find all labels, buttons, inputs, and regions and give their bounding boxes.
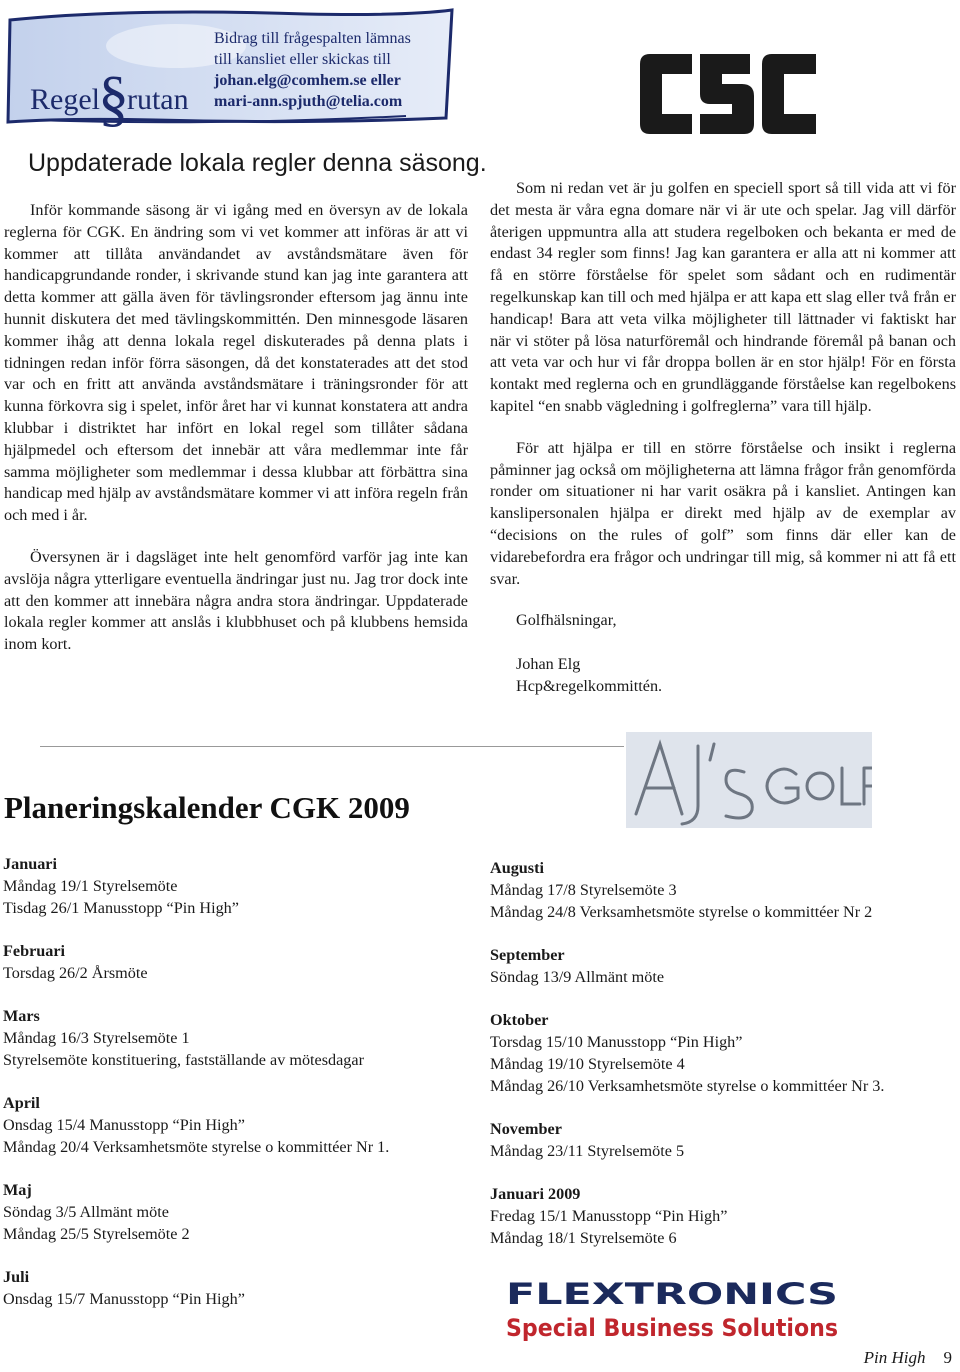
- csc-logo-mark: [638, 52, 818, 138]
- flextronics-wordmark: FLEXTRONICS: [506, 1277, 838, 1311]
- article-right-column: [490, 178, 956, 698]
- calendar-title: Planeringskalender CGK 2009: [4, 790, 410, 825]
- calendar-month: Mars: [3, 1007, 40, 1025]
- calendar-event: Måndag 26/10 Verksamhetsmöte styrelse o kommittéer Nr 3.: [490, 1077, 885, 1095]
- calendar-left-column: [3, 853, 473, 1310]
- calendar-month-group: [3, 1179, 473, 1245]
- calendar-event: Måndag 16/3 Styrelsemöte 1: [3, 1029, 190, 1047]
- calendar-event: Måndag 20/4 Verksamhetsmöte styrelse o kommittéer Nr 1.: [3, 1138, 390, 1156]
- calendar-month: Januari: [3, 855, 57, 873]
- calendar-event: Måndag 25/5 Styrelsemöte 2: [3, 1225, 190, 1243]
- calendar-month: April: [3, 1094, 40, 1112]
- calendar-event: Tisdag 26/1 Manusstopp “Pin High”: [3, 899, 239, 917]
- logo-word-regel: Regel: [30, 83, 100, 116]
- calendar-event: Onsdag 15/7 Manusstopp “Pin High”: [3, 1290, 245, 1308]
- ajs-golf-logo: [626, 732, 872, 828]
- signoff-greeting: Golfhälsningar,: [516, 611, 617, 630]
- calendar-month: Juli: [3, 1268, 30, 1286]
- calendar-month: September: [490, 946, 565, 964]
- calendar-event: Måndag 17/8 Styrelsemöte 3: [490, 881, 677, 899]
- calendar-month: Maj: [3, 1181, 32, 1199]
- article-paragraph: Översynen är i dagsläget inte helt genomförd varför jag inte kan avslöja några ytterligare eventuella ändringar just nu. Jag tror dock inte att den kommer att innebära några andra stora ändringar. Uppdaterade lokala regler kommer att anslås i klubbhuset och på klubbens hemsida inom kort.: [4, 547, 468, 654]
- calendar-month: Februari: [3, 942, 66, 960]
- calendar-event: Måndag 23/11 Styrelsemöte 5: [490, 1142, 685, 1160]
- article-paragraph: För att hjälpa er till en större förståelse och insikt i reglerna påminner jag också om möjligheterna att lämna frågor från genomförda ronder om situationer ni har varit osäkra på i kansliet. Antingen kan kanslipersonalen hjälpa er direkt med hjälp av de exemplar av “decisions on the rules of golf” som finns där eller kan de vidarebefordra era frågor och undringar till mig, så kommer ni att få ett svar.: [490, 438, 956, 588]
- regelrutan-banner: [6, 6, 454, 133]
- calendar-month: November: [490, 1120, 562, 1138]
- signer-role: Hcp&regelkommittén.: [516, 676, 663, 695]
- calendar-month-group: [3, 940, 473, 984]
- page-number: 9: [943, 1348, 952, 1367]
- ajs-golf-mark: [626, 732, 872, 828]
- calendar-month: Januari 2009: [490, 1185, 581, 1203]
- calendar-event: Torsdag 26/2 Årsmöte: [3, 964, 148, 982]
- calendar-event: Söndag 13/9 Allmänt möte: [490, 968, 665, 986]
- page-footer: [864, 1348, 952, 1368]
- flextronics-logo: [506, 1276, 840, 1347]
- regelrutan-logo: [30, 54, 189, 133]
- calendar-event: Styrelsemöte konstituering, fastställande av mötesdagar: [3, 1051, 364, 1069]
- calendar-right-column: [490, 857, 956, 1249]
- calendar-event: Onsdag 15/4 Manusstopp “Pin High”: [3, 1116, 245, 1134]
- flextronics-tagline: Special Business Solutions: [506, 1314, 838, 1342]
- calendar-event: Måndag 19/1 Styrelsemöte: [3, 877, 178, 895]
- calendar-month-group: [3, 1092, 473, 1158]
- calendar-event: Måndag 24/8 Verksamhetsmöte styrelse o kommittéer Nr 2: [490, 903, 873, 921]
- calendar-month: Oktober: [490, 1011, 549, 1029]
- calendar-event: Måndag 19/10 Styrelsemöte 4: [490, 1055, 685, 1073]
- calendar-month-group: [3, 1005, 473, 1071]
- calendar-month-group: [3, 1266, 473, 1310]
- paragraph-symbol: §: [97, 65, 129, 133]
- calendar-month-group: [490, 857, 956, 923]
- calendar-event: Måndag 18/1 Styrelsemöte 6: [490, 1229, 677, 1247]
- logo-word-rutan: rutan: [126, 83, 189, 116]
- calendar-month-group: [490, 1118, 956, 1162]
- calendar-month: Augusti: [490, 859, 544, 877]
- calendar-event: Fredag 15/1 Manusstopp “Pin High”: [490, 1207, 728, 1225]
- banner-line-1: Bidrag till frågespalten lämnas: [214, 30, 411, 47]
- article-headline: Uppdaterade lokala regler denna säsong.: [28, 149, 487, 177]
- publication-name: Pin High: [863, 1348, 926, 1367]
- calendar-month-group: [490, 1183, 956, 1249]
- article-paragraph: Som ni redan vet är ju golfen en speciell sport så till vida att vi för det mesta är våra egna domare när vi är ute och spelar. Jag vill därför återigen uppmuntra alla att studera regelboken och bekanta er med de endast 34 regler som finns! Jag kan garantera er alla att ni kommer att få en större förståelse för spelet som sådant och en rudimentär regelkunskap kan till och med hjälpa er att kapa ett slag eller två från er handicap! Bara att veta vilka möjligheter till lättnader vi faktiskt har när vi stöter på lösa naturföremål och hindrande föremål på banan och att veta var och hur vi får droppa bollen är en stor hjälp! För en första kontakt med reglerna och en grundläggande förståelse kan regelbokens kapitel “en snabb vägledning i golfreglerna” vara till hjälp.: [490, 179, 956, 415]
- csc-logo: [638, 52, 818, 143]
- banner-email-2[interactable]: mari-ann.spjuth@telia.com: [214, 93, 403, 110]
- banner-line-2: till kansliet eller skickas till: [214, 51, 391, 68]
- section-divider: [40, 746, 624, 747]
- calendar-month-group: [490, 1009, 956, 1097]
- calendar-month-group: [490, 944, 956, 988]
- article-left-column: [4, 200, 468, 656]
- calendar-event: Torsdag 15/10 Manusstopp “Pin High”: [490, 1033, 743, 1051]
- signer-name: Johan Elg: [516, 655, 581, 674]
- banner-email-1[interactable]: johan.elg@comhem.se eller: [214, 72, 401, 89]
- calendar-event: Söndag 3/5 Allmänt möte: [3, 1203, 169, 1221]
- article-paragraph: Inför kommande säsong är vi igång med en översyn av de lokala reglerna för CGK. En ändring som vi vet kommer att införas är att vi kommer att tillåta användandet av avståndsmätare även för handicapgrundande ronder, i skrivande stund kan jag inte garantera att detta kommer att gälla även för tävlingsronder eftersom jag ännu inte hunnit diskutera det med tävlingskommittén. Den minnesgode läsaren kommer ihåg att denna lokala regel diskuterades på denna plats i tidningen redan inför förra säsongen, då det konstaterades att det stod var och en fritt att använda avståndsmätare i träningsronder för att kunna förkovra sig i spelet, inför året har vi kunnat konstatera att andra klubbar i distriktet har infört en lokal regel som tillåter sådana hjälpmedel och eftersom det innebär att våra medlemmar inte får samma möjligheter som medlemmar i dessa klubbar att förbättra sina handicap med hjälp av avståndsmätare kommer vi att införa regeln från och med i år.: [4, 201, 468, 525]
- calendar-month-group: [3, 853, 473, 919]
- flextronics-logo-mark: [506, 1276, 840, 1342]
- banner-contact-info: [214, 28, 411, 112]
